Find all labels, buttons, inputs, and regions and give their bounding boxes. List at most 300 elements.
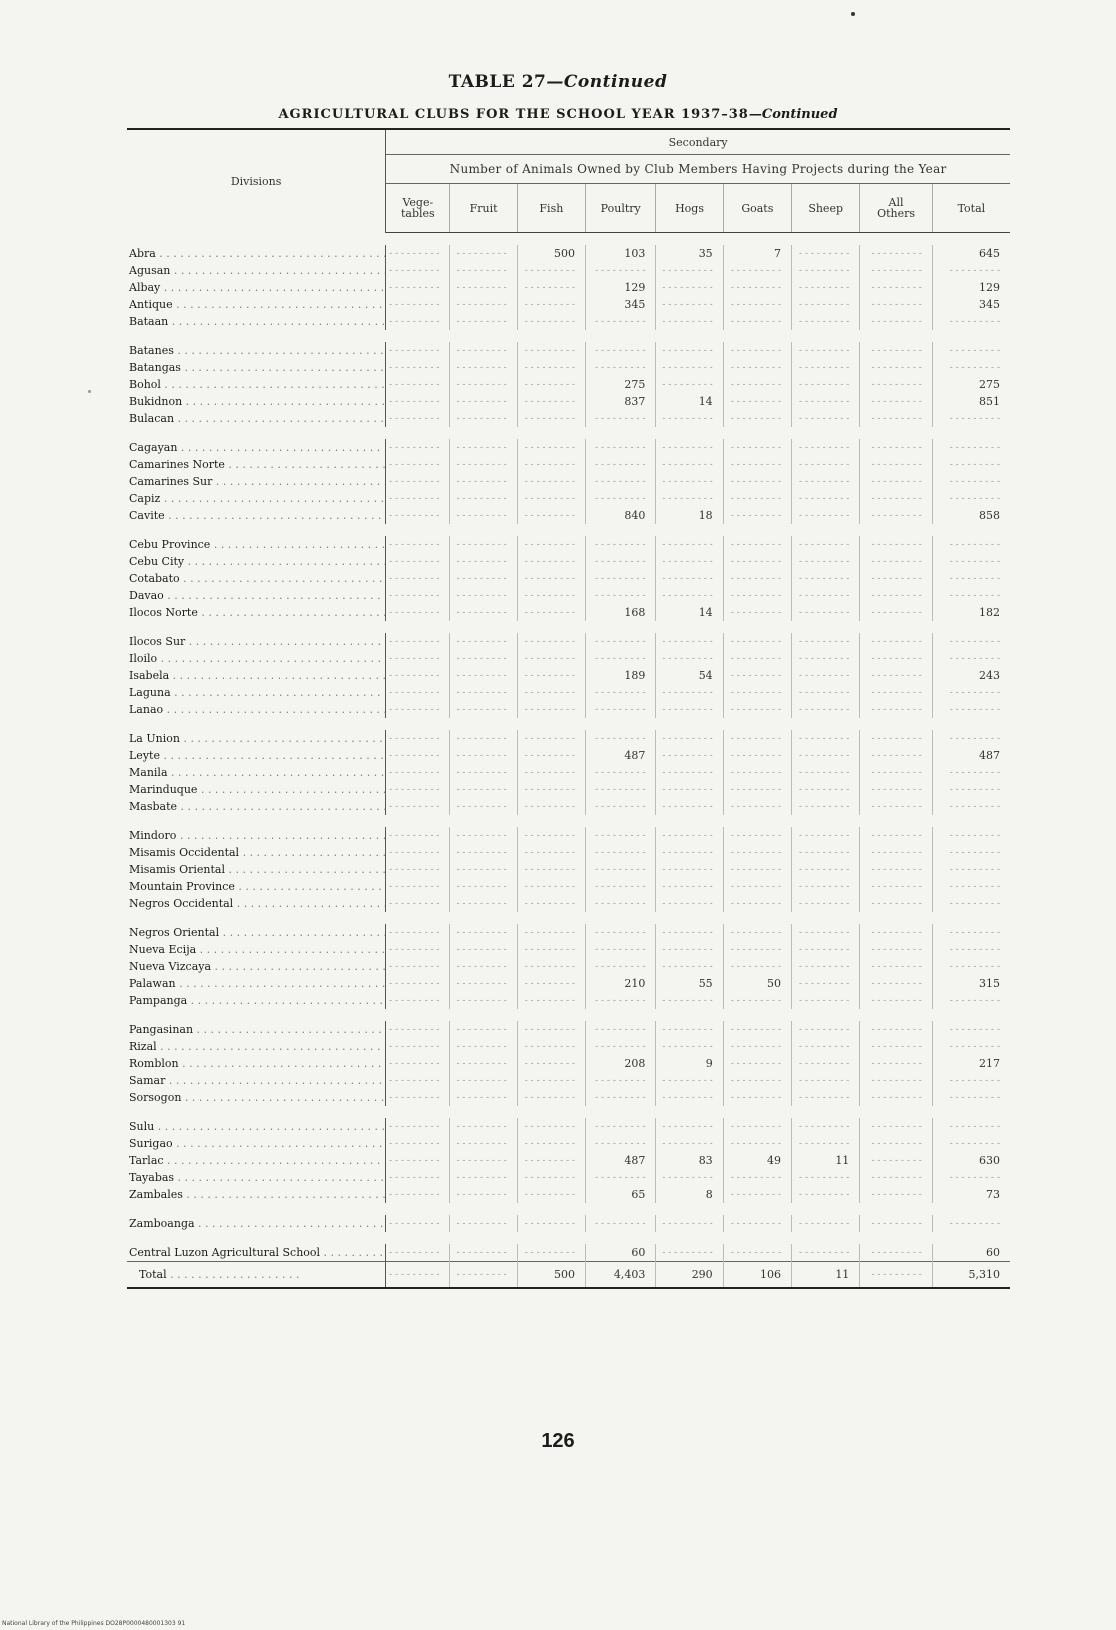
empty-others (860, 975, 932, 992)
table-body (127, 233, 1010, 1289)
empty-fish (517, 604, 585, 621)
empty-fruit (450, 245, 517, 262)
spacer-cell (127, 233, 1010, 246)
empty-fruit (450, 975, 517, 992)
value-total: 630 (979, 1154, 1000, 1167)
empty-goats (723, 650, 791, 667)
empty-hogs (656, 701, 723, 718)
empty-fish (517, 536, 585, 553)
empty-others (860, 730, 932, 747)
empty-total (932, 701, 1010, 718)
empty-goats (723, 553, 791, 570)
value-goats: 106 (723, 1262, 791, 1289)
empty-goats (723, 798, 791, 815)
empty-poultry (586, 633, 656, 650)
empty-total (932, 684, 1010, 701)
spacer-cell (127, 427, 1010, 439)
empty-fruit (450, 827, 517, 844)
division-name: Rizal . . . (129, 1040, 386, 1053)
empty-hogs (656, 553, 723, 570)
table-row (127, 975, 1010, 992)
table-subtitle-italic: —Continued (748, 107, 838, 122)
empty-hogs (656, 313, 723, 330)
division-cell (127, 376, 386, 393)
value-total: 645 (979, 247, 1000, 260)
value-poultry: 210 (586, 975, 656, 992)
empty-poultry (586, 1021, 656, 1038)
empty-vegetables (386, 992, 450, 1009)
empty-others (860, 1072, 932, 1089)
empty-fruit (450, 604, 517, 621)
division-name: Romblon . . . (129, 1057, 386, 1070)
empty-fruit (450, 279, 517, 296)
empty-vegetables (386, 570, 450, 587)
empty-goats (723, 878, 791, 895)
empty-goats (723, 1135, 791, 1152)
empty-vegetables (386, 473, 450, 490)
empty-others (860, 1055, 932, 1072)
empty-fish (517, 1135, 585, 1152)
empty-sheep (792, 941, 860, 958)
empty-fish (517, 975, 585, 992)
empty-poultry (586, 587, 656, 604)
empty-fruit (450, 781, 517, 798)
empty-fish (517, 262, 585, 279)
group-spacer (127, 1106, 1010, 1118)
empty-goats (723, 296, 791, 313)
division-cell (127, 393, 386, 410)
group-spacer (127, 524, 1010, 536)
empty-vegetables (386, 604, 450, 621)
empty-vegetables (386, 342, 450, 359)
empty-hogs (656, 296, 723, 313)
empty-hogs (656, 536, 723, 553)
empty-sheep (792, 1038, 860, 1055)
empty-fish (517, 553, 585, 570)
table-row (127, 1152, 1010, 1169)
empty-others (860, 587, 932, 604)
empty-fruit (450, 1169, 517, 1186)
empty-vegetables (386, 667, 450, 684)
division-cell (127, 827, 386, 844)
empty-poultry (586, 1169, 656, 1186)
division-name: Surigao . . . (129, 1137, 386, 1150)
data-table (127, 128, 1010, 1289)
empty-hogs (656, 410, 723, 427)
empty-fish (517, 844, 585, 861)
empty-total (932, 941, 1010, 958)
value-hogs: 54 (656, 667, 723, 684)
empty-poultry (586, 342, 656, 359)
empty-vegetables (386, 553, 450, 570)
division-cell (127, 747, 386, 764)
empty-others (860, 1135, 932, 1152)
header-secondary: Secondary (386, 129, 1010, 155)
empty-total (932, 313, 1010, 330)
value-total: 851 (979, 395, 1000, 408)
empty-sheep (792, 992, 860, 1009)
empty-goats (723, 410, 791, 427)
empty-fruit (450, 924, 517, 941)
empty-fish (517, 359, 585, 376)
division-cell (127, 1169, 386, 1186)
empty-vegetables (386, 941, 450, 958)
value-poultry: 129 (586, 279, 656, 296)
spacer-cell (127, 524, 1010, 536)
empty-poultry (586, 570, 656, 587)
empty-vegetables (386, 1089, 450, 1106)
header-col-5: Goats (723, 184, 791, 233)
division-cell (127, 507, 386, 524)
table-row (127, 359, 1010, 376)
value-hogs: 14 (656, 393, 723, 410)
division-cell (127, 456, 386, 473)
empty-hogs (656, 895, 723, 912)
empty-total (932, 1215, 1010, 1232)
empty-others (860, 1244, 932, 1262)
empty-sheep (792, 924, 860, 941)
empty-hogs (656, 439, 723, 456)
empty-total (932, 924, 1010, 941)
table-row (127, 313, 1010, 330)
value-total: 345 (979, 298, 1000, 311)
empty-poultry (586, 553, 656, 570)
empty-fish (517, 1244, 585, 1262)
empty-total (932, 1072, 1010, 1089)
division-cell (127, 359, 386, 376)
value-hogs: 55 (656, 975, 723, 992)
empty-others (860, 924, 932, 941)
empty-sheep (792, 1186, 860, 1203)
group-spacer (127, 621, 1010, 633)
empty-sheep (792, 439, 860, 456)
empty-hogs (656, 878, 723, 895)
page-number: 126 (541, 1430, 575, 1452)
division-name: Camarines Sur . . . (129, 475, 386, 488)
empty-hogs (656, 359, 723, 376)
empty-others (860, 604, 932, 621)
empty-fruit (450, 667, 517, 684)
empty-sheep (792, 827, 860, 844)
division-name: Total . . . (139, 1268, 299, 1281)
division-name: Leyte . . . (129, 749, 386, 762)
value-sheep: 11 (792, 1262, 860, 1289)
division-cell (127, 1089, 386, 1106)
empty-sheep (792, 650, 860, 667)
empty-sheep (792, 296, 860, 313)
empty-others (860, 941, 932, 958)
empty-goats (723, 262, 791, 279)
division-cell (127, 781, 386, 798)
empty-poultry (586, 701, 656, 718)
empty-vegetables (386, 393, 450, 410)
empty-others (860, 633, 932, 650)
empty-vegetables (386, 1186, 450, 1203)
empty-fish (517, 633, 585, 650)
empty-sheep (792, 844, 860, 861)
total-row (127, 1262, 1010, 1289)
footer-credit: National Library of the Philippines DO28P0000480001303 91 (2, 1620, 186, 1627)
empty-poultry (586, 684, 656, 701)
empty-vegetables (386, 895, 450, 912)
empty-hogs (656, 262, 723, 279)
empty-goats (723, 536, 791, 553)
empty-total (932, 730, 1010, 747)
empty-sheep (792, 342, 860, 359)
spacer-cell (127, 330, 1010, 342)
empty-total (932, 764, 1010, 781)
group-spacer (127, 815, 1010, 827)
value-goats: 7 (723, 245, 791, 262)
table-row (127, 1055, 1010, 1072)
empty-total (932, 553, 1010, 570)
value-poultry: 103 (586, 245, 656, 262)
division-name: Cebu Province . . . (129, 538, 386, 551)
empty-fruit (450, 1135, 517, 1152)
division-name: Masbate . . . (129, 800, 386, 813)
table-row (127, 1118, 1010, 1135)
empty-fruit (450, 296, 517, 313)
empty-fish (517, 473, 585, 490)
empty-goats (723, 827, 791, 844)
group-spacer (127, 233, 1010, 246)
empty-goats (723, 473, 791, 490)
empty-goats (723, 1055, 791, 1072)
empty-hogs (656, 992, 723, 1009)
header-col-7: All Others (860, 184, 932, 233)
division-cell (127, 1262, 386, 1289)
empty-poultry (586, 490, 656, 507)
empty-vegetables (386, 633, 450, 650)
value-total: 129 (979, 281, 1000, 294)
empty-vegetables (386, 1244, 450, 1262)
empty-total (932, 490, 1010, 507)
empty-fruit (450, 992, 517, 1009)
value-total: 73 (986, 1188, 1000, 1201)
empty-vegetables (386, 861, 450, 878)
empty-fish (517, 439, 585, 456)
division-name: Cotabato . . . (129, 572, 386, 585)
empty-poultry (586, 650, 656, 667)
division-cell (127, 633, 386, 650)
empty-total (932, 895, 1010, 912)
empty-goats (723, 861, 791, 878)
empty-others (860, 536, 932, 553)
empty-fish (517, 1055, 585, 1072)
division-cell (127, 798, 386, 815)
value-sheep: 11 (792, 1152, 860, 1169)
division-name: Capiz . . . (129, 492, 386, 505)
empty-poultry (586, 1135, 656, 1152)
empty-sheep (792, 604, 860, 621)
division-cell (127, 439, 386, 456)
table-row (127, 844, 1010, 861)
empty-total (932, 359, 1010, 376)
empty-fish (517, 924, 585, 941)
value-poultry: 487 (586, 1152, 656, 1169)
table-row (127, 895, 1010, 912)
empty-vegetables (386, 359, 450, 376)
empty-others (860, 393, 932, 410)
empty-hogs (656, 1118, 723, 1135)
division-name: Tayabas . . . (129, 1171, 386, 1184)
empty-sheep (792, 975, 860, 992)
value-total: 182 (979, 606, 1000, 619)
empty-goats (723, 941, 791, 958)
empty-fish (517, 1186, 585, 1203)
empty-vegetables (386, 1021, 450, 1038)
empty-fruit (450, 798, 517, 815)
empty-others (860, 439, 932, 456)
table-row (127, 473, 1010, 490)
empty-vegetables (386, 781, 450, 798)
division-name: Batangas . . . (129, 361, 386, 374)
empty-total (932, 473, 1010, 490)
empty-fish (517, 992, 585, 1009)
empty-sheep (792, 684, 860, 701)
empty-hogs (656, 342, 723, 359)
empty-fruit (450, 410, 517, 427)
empty-vegetables (386, 262, 450, 279)
empty-others (860, 1089, 932, 1106)
empty-vegetables (386, 878, 450, 895)
division-cell (127, 1186, 386, 1203)
table-subtitle-main: AGRICULTURAL CLUBS FOR THE SCHOOL YEAR 1937–38 (278, 107, 749, 122)
empty-hogs (656, 781, 723, 798)
empty-total (932, 570, 1010, 587)
empty-vegetables (386, 439, 450, 456)
division-name: Bataan . . . (129, 315, 386, 328)
empty-hogs (656, 1072, 723, 1089)
empty-total (932, 1169, 1010, 1186)
division-name: Batanes . . . (129, 344, 386, 357)
division-cell (127, 844, 386, 861)
empty-vegetables (386, 490, 450, 507)
empty-poultry (586, 1072, 656, 1089)
spacer-cell (127, 1009, 1010, 1021)
empty-others (860, 570, 932, 587)
empty-goats (723, 1072, 791, 1089)
empty-hogs (656, 473, 723, 490)
empty-others (860, 684, 932, 701)
empty-others (860, 781, 932, 798)
value-hogs: 83 (656, 1152, 723, 1169)
empty-sheep (792, 798, 860, 815)
division-cell (127, 878, 386, 895)
empty-goats (723, 764, 791, 781)
empty-total (932, 536, 1010, 553)
division-name: Cebu City . . . (129, 555, 386, 568)
division-cell (127, 342, 386, 359)
spacer-cell (127, 718, 1010, 730)
empty-fruit (450, 1038, 517, 1055)
empty-total (932, 1021, 1010, 1038)
empty-total (932, 1135, 1010, 1152)
table-row (127, 650, 1010, 667)
empty-others (860, 992, 932, 1009)
value-total: 217 (979, 1057, 1000, 1070)
empty-fish (517, 1215, 585, 1232)
group-spacer (127, 1203, 1010, 1215)
empty-fruit (450, 262, 517, 279)
division-cell (127, 924, 386, 941)
table-title-italic: —Continued (546, 72, 668, 92)
empty-hogs (656, 844, 723, 861)
empty-hogs (656, 764, 723, 781)
empty-goats (723, 1089, 791, 1106)
division-name: Negros Oriental . . . (129, 926, 386, 939)
division-name: Mountain Province . . . (129, 880, 386, 893)
value-total: 5,310 (932, 1262, 1010, 1289)
empty-total (932, 878, 1010, 895)
empty-poultry (586, 827, 656, 844)
empty-sheep (792, 279, 860, 296)
empty-hogs (656, 490, 723, 507)
empty-fruit (450, 536, 517, 553)
empty-hogs (656, 730, 723, 747)
empty-hogs (656, 1038, 723, 1055)
empty-poultry (586, 410, 656, 427)
empty-sheep (792, 781, 860, 798)
division-name: Sorsogon . . . (129, 1091, 386, 1104)
empty-goats (723, 439, 791, 456)
division-name: Misamis Oriental . . . (129, 863, 386, 876)
empty-fruit (450, 844, 517, 861)
empty-fruit (450, 633, 517, 650)
empty-total (932, 958, 1010, 975)
empty-vegetables (386, 764, 450, 781)
division-name: La Union . . . (129, 732, 386, 745)
empty-poultry (586, 781, 656, 798)
division-cell (127, 764, 386, 781)
empty-fruit (450, 553, 517, 570)
division-name: Palawan . . . (129, 977, 386, 990)
empty-goats (723, 701, 791, 718)
empty-others (860, 878, 932, 895)
table-row (127, 1169, 1010, 1186)
division-name: Pampanga . . . (129, 994, 386, 1007)
empty-sheep (792, 878, 860, 895)
empty-others (860, 764, 932, 781)
empty-others (860, 296, 932, 313)
empty-sheep (792, 861, 860, 878)
empty-goats (723, 376, 791, 393)
header-col-1: Fruit (450, 184, 517, 233)
table-row (127, 684, 1010, 701)
header-col-6: Sheep (792, 184, 860, 233)
division-name: Cavite . . . (129, 509, 386, 522)
empty-fish (517, 587, 585, 604)
empty-fish (517, 798, 585, 815)
empty-goats (723, 1244, 791, 1262)
empty-fish (517, 456, 585, 473)
division-name: Misamis Occidental . . . (129, 846, 386, 859)
empty-sheep (792, 1021, 860, 1038)
empty-goats (723, 507, 791, 524)
empty-poultry (586, 359, 656, 376)
empty-others (860, 1186, 932, 1203)
empty-sheep (792, 262, 860, 279)
empty-others (860, 376, 932, 393)
empty-fish (517, 650, 585, 667)
empty-hogs (656, 633, 723, 650)
table-row (127, 1089, 1010, 1106)
empty-total (932, 650, 1010, 667)
empty-fruit (450, 1089, 517, 1106)
empty-fish (517, 701, 585, 718)
empty-fruit (450, 313, 517, 330)
empty-fruit (450, 1152, 517, 1169)
